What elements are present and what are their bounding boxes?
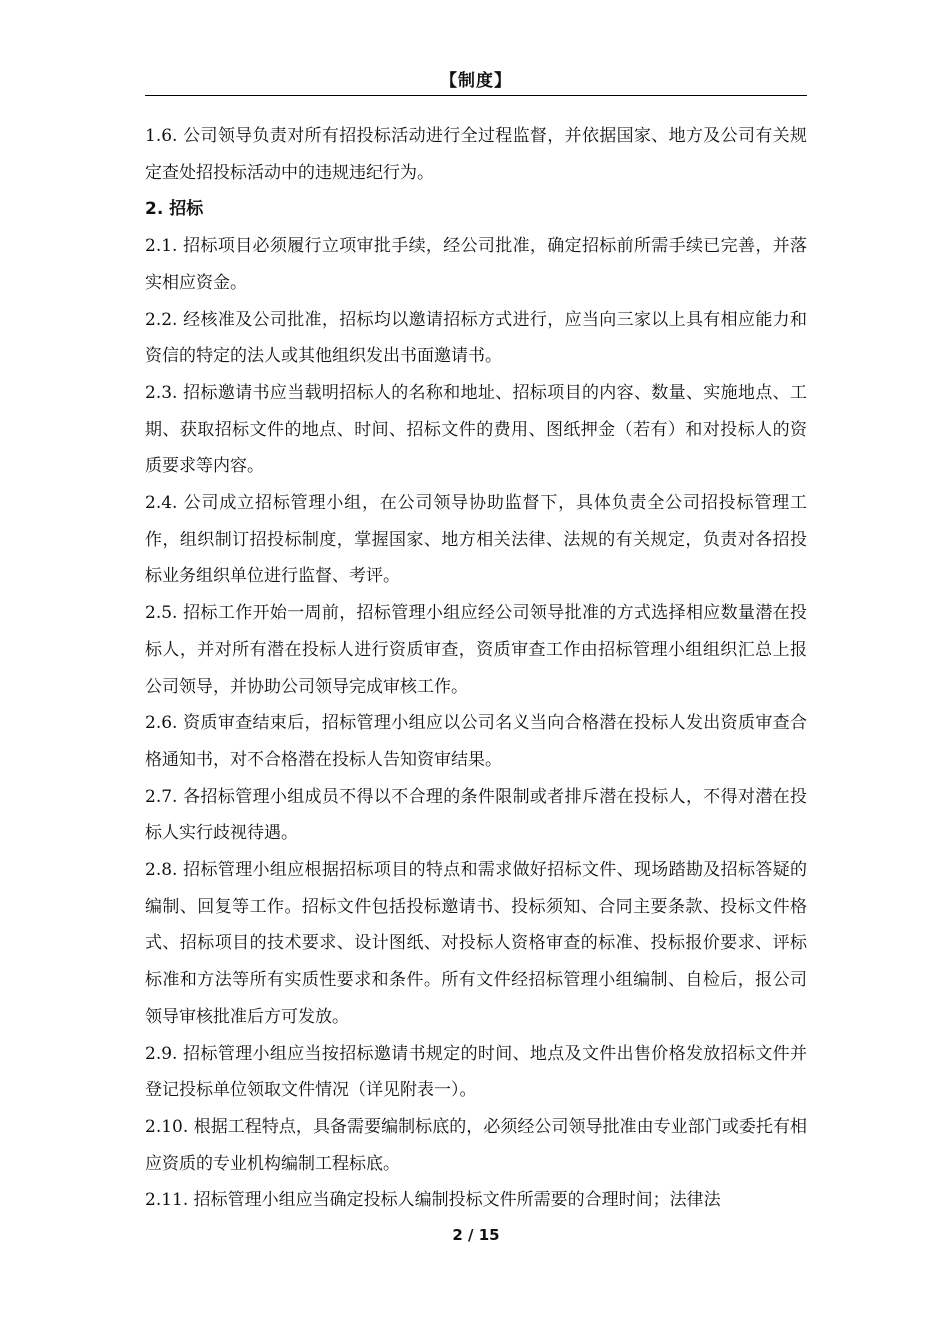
clause-2-1: 2.1. 招标项目必须履行立项审批手续，经公司批准，确定招标前所需手续已完善，并落实相应资金。 [145, 236, 807, 293]
document-header-title: 【制度】 [440, 71, 512, 91]
clause-2-2: 2.2. 经核准及公司批准，招标均以邀请招标方式进行，应当向三家以上具有相应能力和资信的特定的法人或其他组织发出书面邀请书。 [145, 309, 807, 367]
clause-2-6: 2.6. 资质审查结束后，招标管理小组应以公司名义当向合格潜在投标人发出资质审查合格通知书，对不合格潜在投标人告知资审结果。 [145, 713, 807, 770]
clause-1-6: 1.6. 公司领导负责对所有招投标活动进行全过程监督，并依据国家、地方及公司有关规定查处招投标活动中的违规违纪行为。 [145, 126, 807, 183]
clause-2-4: 2.4. 公司成立招标管理小组，在公司领导协助监督下，具体负责全公司招投标管理工作，组织制订招投标制度，掌握国家、地方相关法律、法规的有关规定，负责对各招投标业务组织单位进行监督、考评。 [145, 493, 807, 587]
section-heading-bidding: 2. 招标 [145, 199, 204, 220]
clause-2-7: 2.7. 各招标管理小组成员不得以不合理的条件限制或者排斥潜在投标人，不得对潜在投标人实行歧视待遇。 [145, 786, 807, 844]
clause-2-5: 2.5. 招标工作开始一周前，招标管理小组应经公司领导批准的方式选择相应数量潜在投标人，并对所有潜在投标人进行资质审查，资质审查工作由招标管理小组组织汇总上报公司领导，并协助公司领导完成审核工作。 [145, 603, 807, 697]
document-body [145, 118, 807, 1219]
clause-2-3: 2.3. 招标邀请书应当载明招标人的名称和地址、招标项目的内容、数量、实施地点、工期、获取招标文件的地点、时间、招标文件的费用、图纸押金（若有）和对投标人的资质要求等内容。 [145, 382, 807, 477]
header-divider [145, 95, 807, 96]
clause-2-10: 2.10. 根据工程特点，具备需要编制标底的，必须经公司领导批准由专业部门或委托有相应资质的专业机构编制工程标底。 [145, 1116, 807, 1174]
clause-2-11: 2.11. 招标管理小组应当确定投标人编制投标文件所需要的合理时间；法律法 [145, 1190, 721, 1211]
clause-2-8: 2.8. 招标管理小组应根据招标项目的特点和需求做好招标文件、现场踏勘及招标答疑的编制、回复等工作。招标文件包括投标邀请书、投标须知、合同主要条款、投标文件格式、招标项目的技术要求、设计图纸、对投标人资格审查的标准、投标报价要求、评标标准和方法等所有实质性要求和条件。所有文件经招标管理小组编制、自检后，报公司领导审核批准后方可发放。 [145, 860, 807, 1027]
page-number: 2 / 15 [452, 1226, 500, 1244]
clause-2-9: 2.9. 招标管理小组应当按招标邀请书规定的时间、地点及文件出售价格发放招标文件并登记投标单位领取文件情况（详见附表一）。 [145, 1043, 807, 1101]
